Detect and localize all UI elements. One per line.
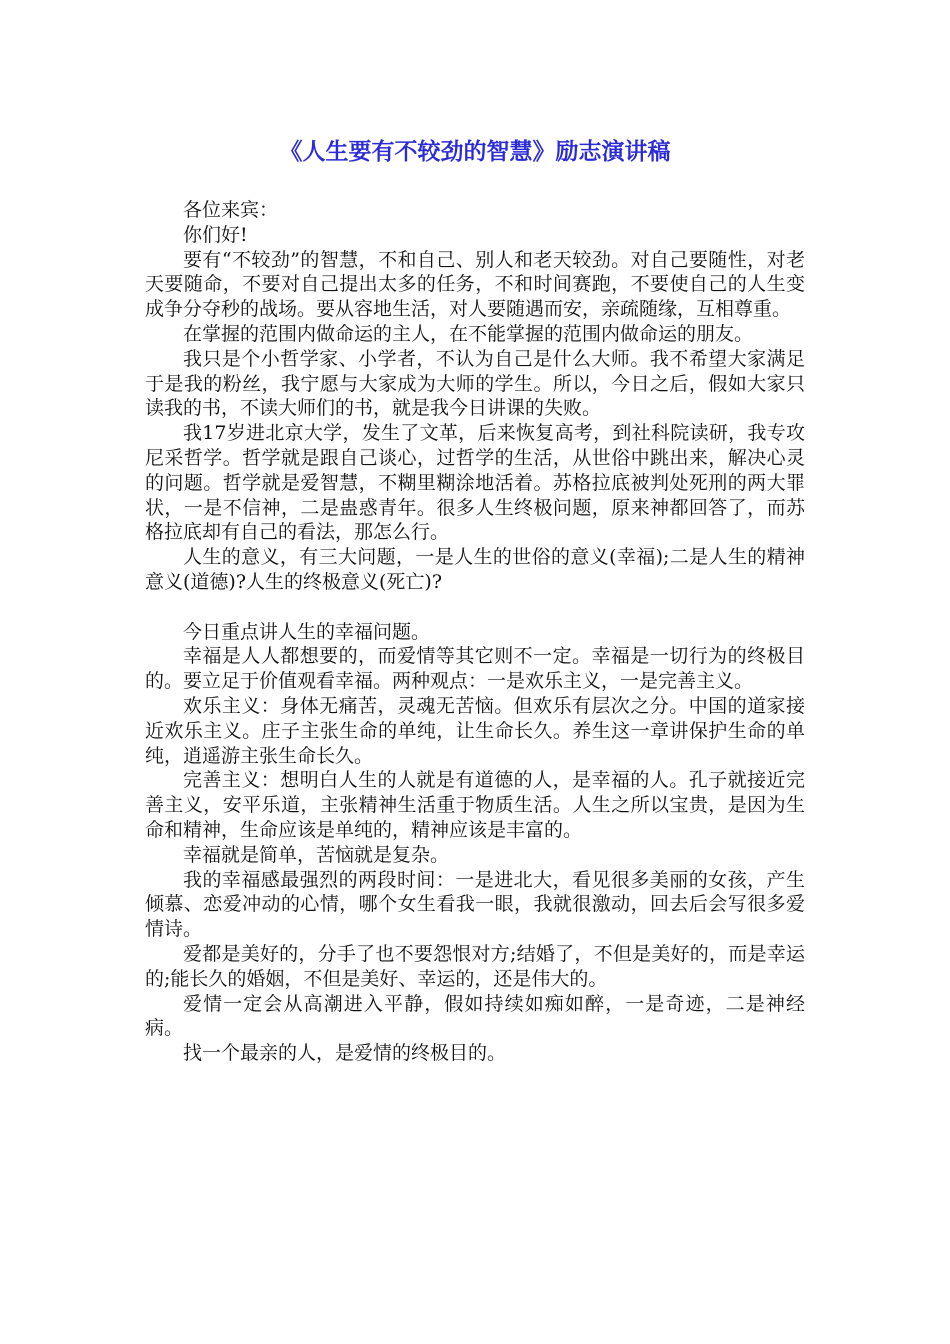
paragraph: 我的幸福感最强烈的两段时间：一是进北大，看见很多美丽的女孩，产生倾慕、恋爱冲动的心情，哪个女生看我一眼，我就很激动，回去后会写很多爱情诗。 bbox=[145, 868, 805, 941]
document-title: 《人生要有不较劲的智慧》励志演讲稿 bbox=[279, 139, 671, 165]
paragraph: 我只是个小哲学家、小学者，不认为自己是什么大师。我不希望大家满足于是我的粉丝，我宁愿与大家成为大师的学生。所以，今日之后，假如大家只读我的书，不读大师们的书，就是我今日讲课的失败。 bbox=[145, 347, 805, 420]
paragraph: 我17岁进北京大学，发生了文革，后来恢复高考，到社科院读研，我专攻尼采哲学。哲学就是跟自己谈心，过哲学的生活，从世俗中跳出来，解决心灵的问题。哲学就是爱智慧，不糊里糊涂地活着。苏格拉底被判处死刑的两大罪状，一是不信神，二是蛊惑青年。很多人生终极问题，原来神都回答了，而苏格拉底却有自己的看法，那怎么行。 bbox=[145, 422, 805, 544]
paragraph: 欢乐主义：身体无痛苦，灵魂无苦恼。但欢乐有层次之分。中国的道家接近欢乐主义。庄子主张生命的单纯，让生命长久。养生这一章讲保护生命的单纯，逍遥游主张生命长久。 bbox=[145, 694, 805, 767]
paragraph: 找一个最亲的人，是爱情的终极目的。 bbox=[183, 1042, 507, 1065]
document-body bbox=[145, 198, 805, 1066]
paragraph: 爱都是美好的，分手了也不要怨恨对方;结婚了，不但是美好的，而是幸运的;能长久的婚姻，不但是美好、幸运的，还是伟大的。 bbox=[145, 942, 805, 990]
paragraph-greeting: 各位来宾： bbox=[183, 199, 279, 221]
paragraph: 在掌握的范围内做命运的主人，在不能掌握的范围内做命运的朋友。 bbox=[183, 322, 754, 345]
paragraph: 人生的意义，有三大问题，一是人生的世俗的意义(幸福);二是人生的精神意义(道德)?人生的终极意义(死亡)? bbox=[145, 546, 805, 593]
paragraph: 完善主义：想明白人生的人就是有道德的人，是幸福的人。孔子就接近完善主义，安平乐道，主张精神生活重于物质生活。人生之所以宝贵，是因为生命和精神，生命应该是单纯的，精神应该是丰富的。 bbox=[145, 769, 805, 841]
paragraph: 爱情一定会从高潮进入平静，假如持续如痴如醉，一是奇迹，二是神经病。 bbox=[145, 992, 805, 1040]
paragraph: 幸福是人人都想要的，而爱情等其它则不一定。幸福是一切行为的终极目的。要立足于价值观看幸福。两种观点：一是欢乐主义，一是完善主义。 bbox=[145, 645, 805, 693]
paragraph-hello: 你们好! bbox=[183, 223, 248, 246]
paragraph: 幸福就是简单，苦恼就是复杂。 bbox=[183, 843, 450, 866]
paragraph: 今日重点讲人生的幸福问题。 bbox=[183, 620, 431, 643]
paragraph: 要有“不较劲”的智慧，不和自己、别人和老天较劲。对自己要随性，对老天要随命，不要对自己提出太多的任务，不和时间赛跑，不要使自己的人生变成争分夺秒的战场。要从容地生活，对人要随遇而安，亲疏随缘，互相尊重。 bbox=[145, 248, 805, 321]
